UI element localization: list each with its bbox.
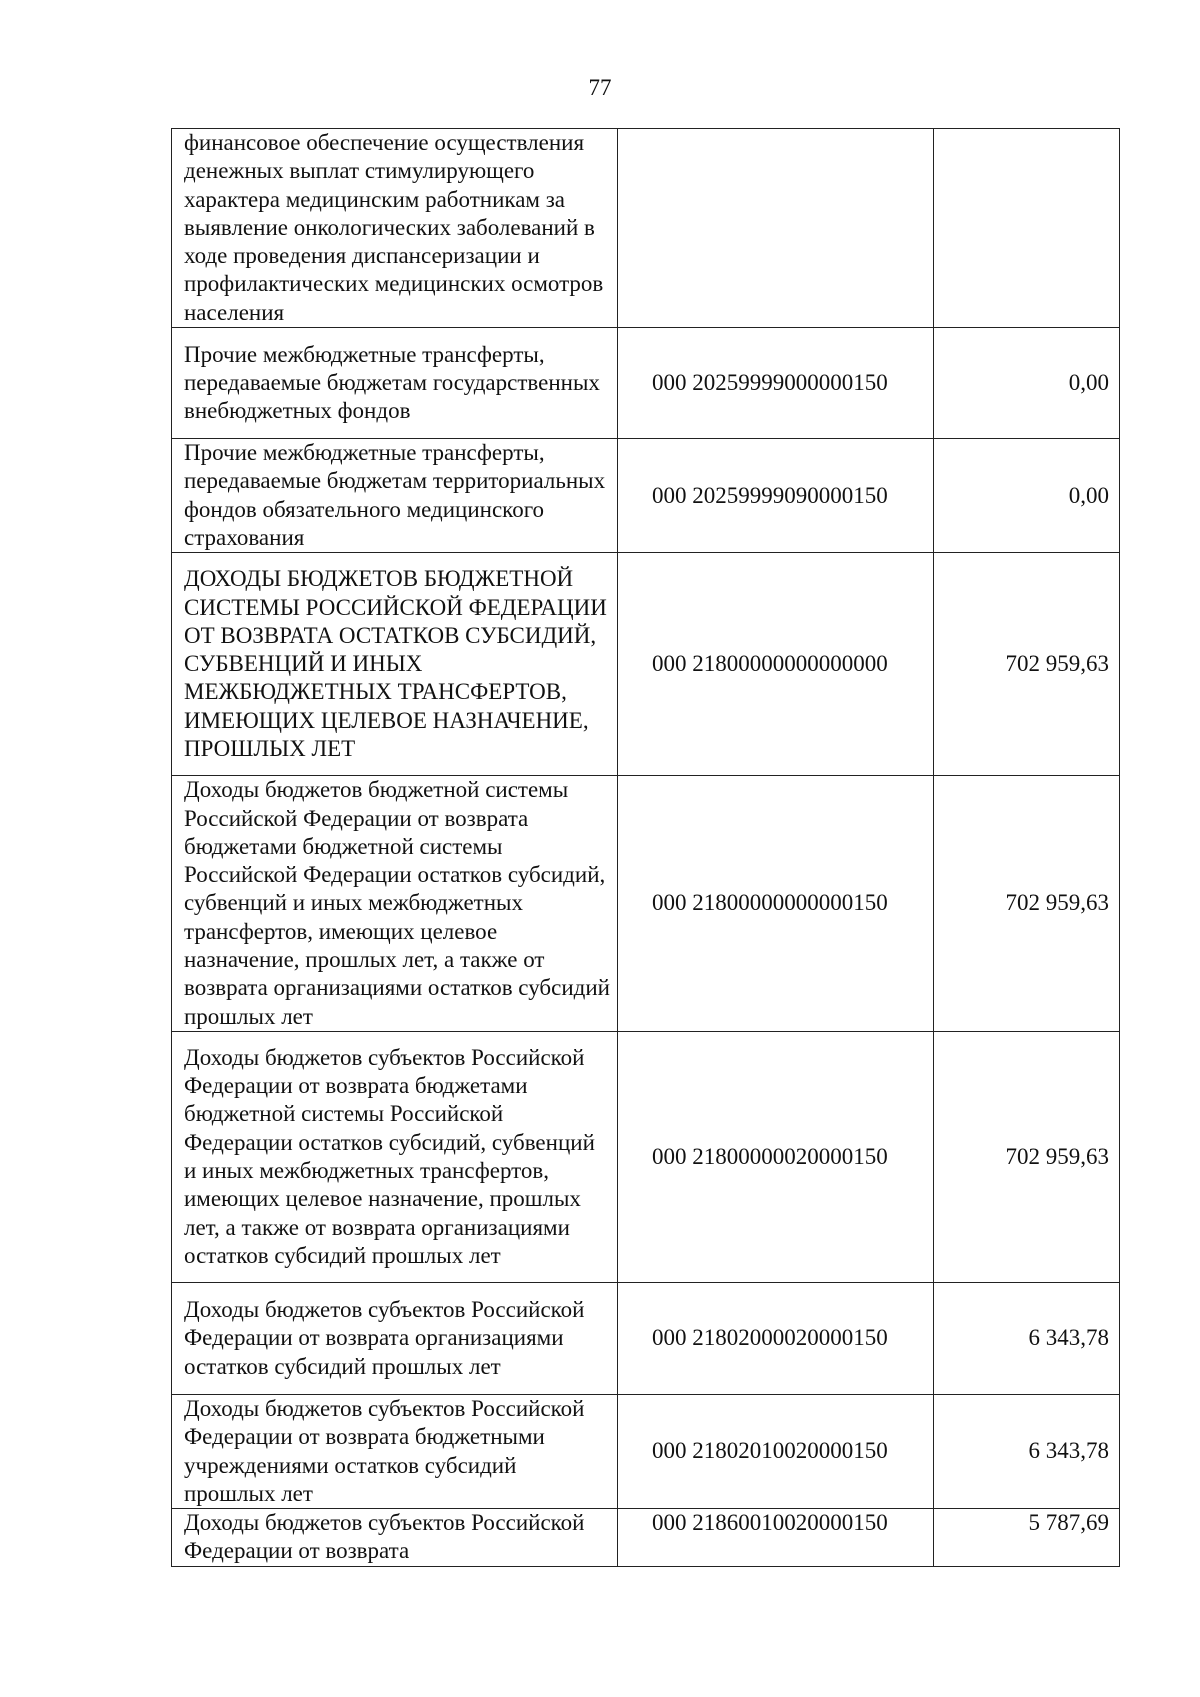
page-number: 77 [588,75,612,100]
row-amount: 702 959,63 [934,553,1120,776]
row-name: Доходы бюджетов бюджетной системы Российской Федерации от возврата бюджетами бюджетной системы Российской Федерации остатков субсидий, субвенций и иных межбюджетных трансфертов, имеющих целевое назначение, прошлых лет, а также от возврата организациями остатков субсидий прошлых лет [172,776,618,1032]
row-name: Доходы бюджетов субъектов Российской Федерации от возврата [172,1509,618,1567]
row-code: 000 21800000020000150 [618,1031,934,1282]
table-row [172,1509,1120,1567]
table-row [172,553,1120,776]
row-amount: 0,00 [934,439,1120,553]
row-code: 000 21802010020000150 [618,1394,934,1508]
row-code: 000 21802000020000150 [618,1282,934,1394]
table-row [172,1394,1120,1508]
revenue-table [171,128,1120,1567]
table-row [172,776,1120,1032]
row-code: 000 20259999000000150 [618,328,934,439]
row-name: финансовое обеспечение осуществления денежных выплат стимулирующего характера медицинским работникам за выявление онкологических заболеваний в ходе проведения диспансеризации и профилактических медицинских осмотров населения [172,129,618,328]
row-name: Доходы бюджетов субъектов Российской Федерации от возврата бюджетами бюджетной системы Российской Федерации остатков субсидий, субвенций и иных межбюджетных трансфертов, имеющих целевое назначение, прошлых лет, а также от возврата организациями остатков субсидий прошлых лет [172,1031,618,1282]
row-code: 000 21800000000000000 [618,553,934,776]
row-name: ДОХОДЫ БЮДЖЕТОВ БЮДЖЕТНОЙ СИСТЕМЫ РОССИЙСКОЙ ФЕДЕРАЦИИ ОТ ВОЗВРАТА ОСТАТКОВ СУБСИДИЙ, СУБВЕНЦИЙ И ИНЫХ МЕЖБЮДЖЕТНЫХ ТРАНСФЕРТОВ, ИМЕЮЩИХ ЦЕЛЕВОЕ НАЗНАЧЕНИЕ, ПРОШЛЫХ ЛЕТ [172,553,618,776]
row-amount: 6 343,78 [934,1394,1120,1508]
row-name: Прочие межбюджетные трансферты, передаваемые бюджетам территориальных фондов обязательного медицинского страхования [172,439,618,553]
row-amount [934,129,1120,328]
row-name: Доходы бюджетов субъектов Российской Федерации от возврата бюджетными учреждениями остатков субсидий прошлых лет [172,1394,618,1508]
table-row [172,129,1120,328]
row-amount: 0,00 [934,328,1120,439]
row-code: 000 21800000000000150 [618,776,934,1032]
row-code [618,129,934,328]
row-name: Прочие межбюджетные трансферты, передаваемые бюджетам государственных внебюджетных фондов [172,328,618,439]
table-row [172,1031,1120,1282]
row-amount: 702 959,63 [934,776,1120,1032]
table-row [172,328,1120,439]
row-amount: 5 787,69 [934,1509,1120,1567]
row-amount: 702 959,63 [934,1031,1120,1282]
row-code: 000 20259999090000150 [618,439,934,553]
table-row [172,439,1120,553]
row-name: Доходы бюджетов субъектов Российской Федерации от возврата организациями остатков субсидий прошлых лет [172,1282,618,1394]
row-code: 000 21860010020000150 [618,1509,934,1567]
row-amount: 6 343,78 [934,1282,1120,1394]
table-row [172,1282,1120,1394]
